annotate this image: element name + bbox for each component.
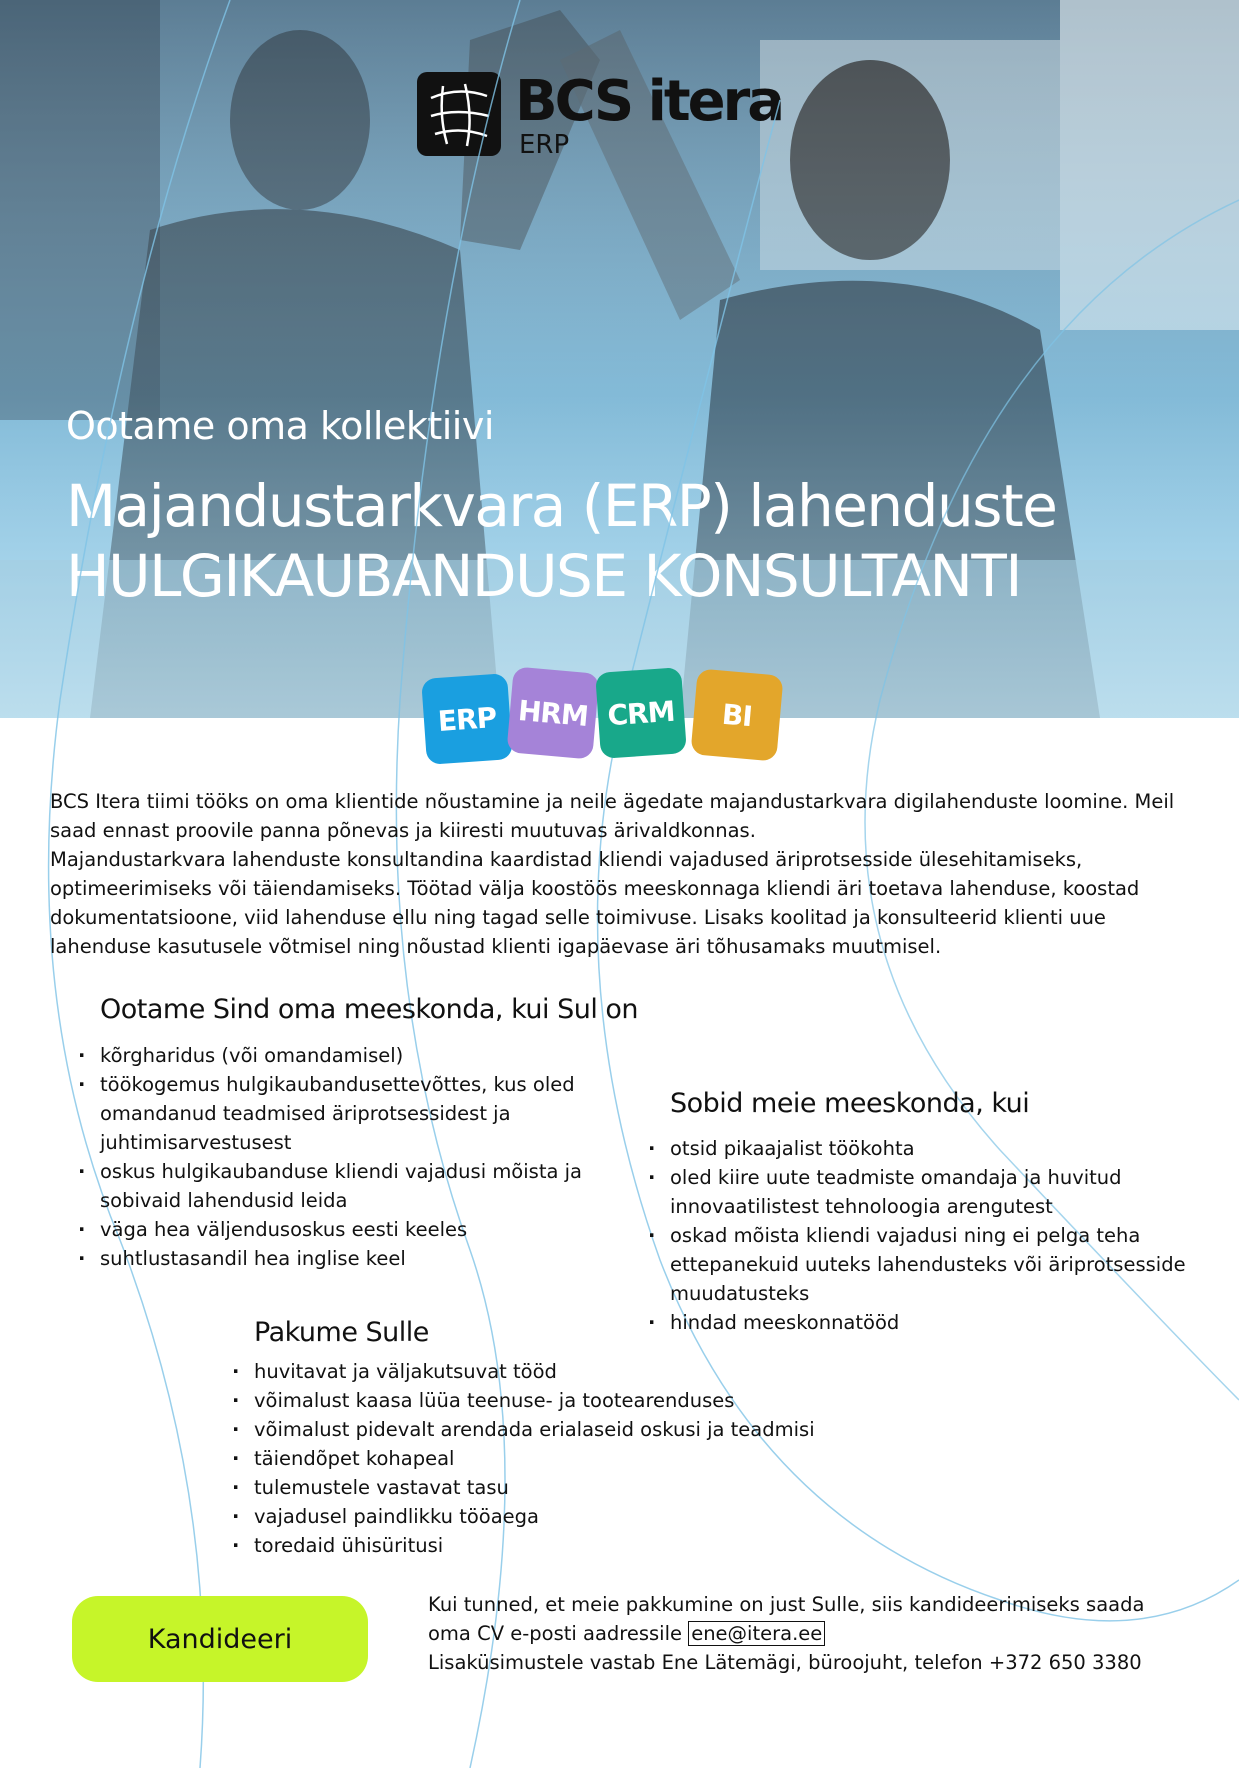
intro-text [50, 787, 1190, 961]
list-item: · kõrgharidus (või omandamisel) [76, 1041, 636, 1070]
list-item: · tulemustele vastavat tasu [230, 1473, 870, 1502]
tag-crm: CRM [595, 667, 687, 759]
list-item: · võimalust pidevalt arendada erialaseid oskusi ja teadmisi [230, 1415, 870, 1444]
apply-button[interactable]: Kandideeri [72, 1596, 368, 1682]
requirements-list [76, 1041, 636, 1273]
brand-logo [417, 69, 782, 160]
tag-erp: ERP [421, 673, 513, 765]
contact-line-1: Kui tunned, et meie pakkumine on just Sulle, siis kandideerimiseks saada [428, 1593, 1145, 1616]
contact-line-3: Lisaküsimustele vastab Ene Lätemägi, büroojuht, telefon +372 650 3380 [428, 1651, 1142, 1674]
intro-paragraph-1: BCS Itera tiimi tööks on oma klientide nõustamine ja neile ägedate majandustarkvara digilahenduste loomine. Meil saad ennast proovile panna põnevas ja kiiresti muutuvas ärivaldkonnas. [50, 790, 1175, 842]
email-link[interactable]: ene@itera.ee [688, 1621, 825, 1646]
hero-banner [0, 0, 1239, 718]
contact-line-2 [428, 1619, 1188, 1648]
requirements-title: Ootame Sind oma meeskonda, kui Sul on [100, 994, 639, 1025]
hero-kicker: Ootame oma kollektiivi [66, 404, 494, 448]
list-item: · otsid pikaajalist töökohta [646, 1134, 1186, 1163]
logo-mark-icon [417, 72, 501, 156]
list-item: · suhtlustasandil hea inglise keel [76, 1244, 636, 1273]
list-item: · vajadusel paindlikku tööaega [230, 1502, 870, 1531]
list-item: · oskad mõista kliendi vajadusi ning ei pelga teha ettepanekuid uuteks lahendusteks või äriprotsesside muudatusteks [646, 1221, 1186, 1308]
tag-hrm: HRM [506, 666, 599, 759]
offer-title: Pakume Sulle [254, 1317, 429, 1348]
list-item: · võimalust kaasa lüüa teenuse- ja tootearenduses [230, 1386, 870, 1415]
list-item: · täiendõpet kohapeal [230, 1444, 870, 1473]
hero-title-line2: HULGIKAUBANDUSE KONSULTANTI [66, 542, 1021, 610]
list-item: · töökogemus hulgikaubandusettevõttes, kus oled omandanud teadmised äriprotsessidest ja juhtimisarvestusest [76, 1070, 636, 1157]
logo-name: BCS itera [515, 69, 782, 134]
contact-line-2-prefix: oma CV e-posti aadressile [428, 1622, 689, 1645]
list-item: · huvitavat ja väljakutsuvat tööd [230, 1357, 870, 1386]
offer-list [230, 1357, 870, 1560]
list-item: · oskus hulgikaubanduse kliendi vajadusi mõista ja sobivaid lahendusid leida [76, 1157, 636, 1215]
list-item: · hindad meeskonnatööd [646, 1308, 1186, 1337]
hero-title-line1: Majandustarkvara (ERP) lahenduste [66, 472, 1057, 540]
intro-paragraph-2: Majandustarkvara lahenduste konsultandina kaardistad kliendi vajadused äriprotsesside ülesehitamiseks, optimeerimiseks või täiendamiseks. Töötad välja koostöös meeskonnaga kliendi äri toetava lahenduse, koostad dokumentatsioone, viid lahenduse ellu ning tagad selle toimivuse. Lisaks koolitad ja konsulteerid klienti uue lahenduse kasutusele võtmisel ning nõustad klienti igapäevase äri tõhusamaks muutmisel. [50, 848, 1140, 958]
logo-sub: ERP [519, 130, 570, 160]
list-item: · väga hea väljendusoskus eesti keeles [76, 1215, 636, 1244]
list-item: · oled kiire uute teadmiste omandaja ja huvitud innovaatilistest tehnoloogia arengutest [646, 1163, 1186, 1221]
tag-bi: BI [690, 668, 783, 761]
fit-list [646, 1134, 1186, 1337]
list-item: · toredaid ühisüritusi [230, 1531, 870, 1560]
fit-title: Sobid meie meeskonda, kui [670, 1088, 1030, 1119]
contact-info [428, 1590, 1188, 1677]
